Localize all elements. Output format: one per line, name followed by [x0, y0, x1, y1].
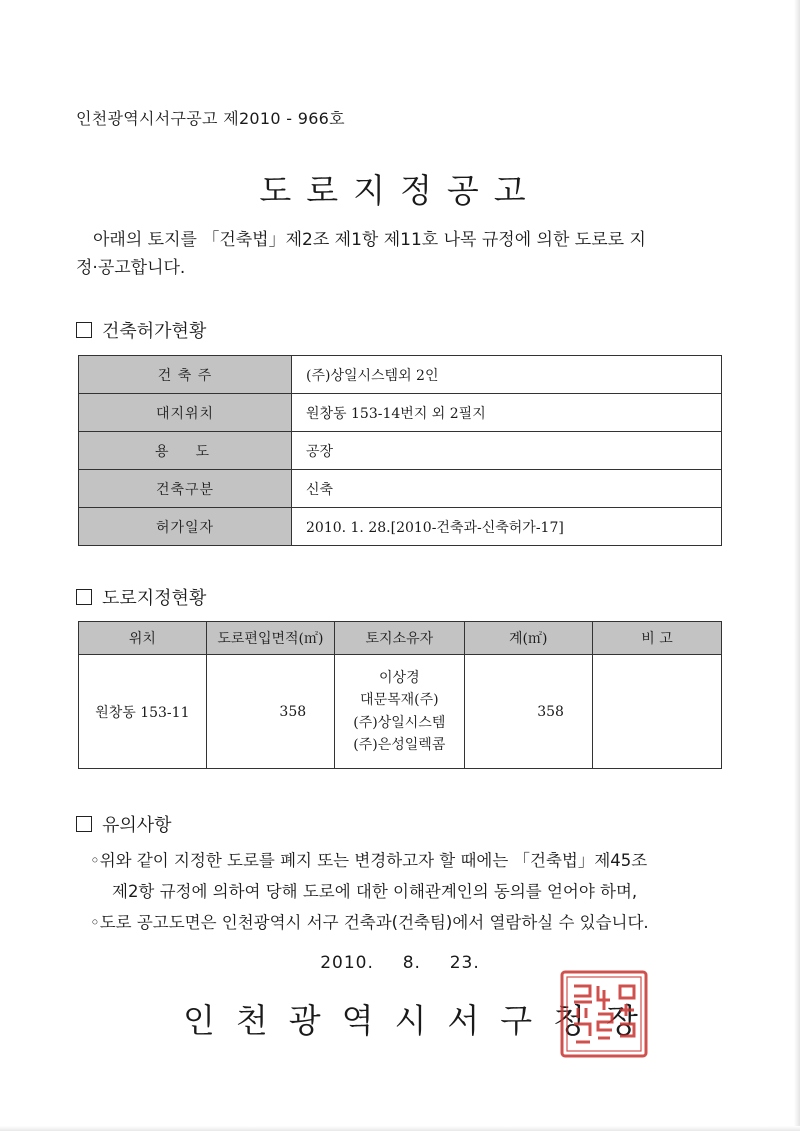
table-row	[79, 394, 722, 432]
permit-table	[78, 355, 722, 546]
issuer-name: 인천광역시서구청장	[183, 1001, 659, 1040]
table-row	[79, 432, 722, 470]
notice-date: 2010. 8. 23.	[320, 953, 480, 973]
col-header-remark: 비 고	[592, 622, 721, 655]
row-label-owner: 건 축 주	[79, 356, 292, 394]
official-seal	[558, 968, 650, 1060]
permit-section-heading	[76, 317, 206, 343]
cell-location: 원창동 153-11	[79, 655, 207, 769]
row-label-date: 허가일자	[79, 508, 292, 546]
col-header-owner: 토지소유자	[335, 622, 464, 655]
col-header-area: 도로편입면적(㎡)	[206, 622, 334, 655]
document-title: 도로지정공고	[259, 171, 541, 210]
owner-item: (주)상일시스템	[353, 714, 446, 731]
intro-line-2: 정·공고합니다.	[76, 258, 186, 278]
cell-total: 358	[464, 655, 592, 769]
checkbox-square-icon	[76, 816, 92, 832]
road-section-title: 도로지정현황	[102, 588, 207, 609]
col-header-location: 위치	[79, 622, 207, 655]
table-row	[79, 655, 722, 769]
row-value-date: 2010. 1. 28.[2010-건축과-신축허가-17]	[292, 508, 722, 546]
row-value-use: 공장	[292, 432, 722, 470]
row-label-site: 대지위치	[79, 394, 292, 432]
notes-section-heading	[76, 811, 172, 837]
note-line: ◦도로 공고도면은 인천광역시 서구 건축과(건축팀)에서 열람하실 수 있습니다.	[90, 913, 649, 932]
cell-area: 358	[206, 655, 334, 769]
intro-line-1: 아래의 토지를 「건축법」제2조 제1항 제11호 나목 규정에 의한 도로로 지	[93, 230, 646, 250]
row-value-owner: (주)상일시스템외 2인	[292, 356, 722, 394]
cell-remark	[592, 655, 721, 769]
row-value-type: 신축	[292, 470, 722, 508]
row-value-site: 원창동 153-14번지 외 2필지	[292, 394, 722, 432]
col-header-total: 계(㎡)	[464, 622, 592, 655]
permit-section-title: 건축허가현황	[102, 321, 207, 342]
owner-item: 대문목재(주)	[360, 692, 439, 708]
table-row	[79, 470, 722, 508]
notice-number: 인천광역시서구공고 제2010 - 966호	[76, 109, 345, 128]
checkbox-square-icon	[76, 589, 92, 605]
road-section-heading	[76, 584, 206, 610]
row-label-type: 건축구분	[79, 470, 292, 508]
road-table	[78, 621, 722, 769]
table-row	[79, 356, 722, 394]
notes-body	[90, 845, 730, 938]
owner-item: 이상경	[379, 669, 420, 686]
table-header-row	[79, 622, 722, 655]
row-label-use: 용 도	[79, 432, 292, 470]
scan-edge-bottom	[0, 1126, 800, 1131]
owner-item: (주)은성일렉콤	[353, 737, 446, 753]
note-line: 제2항 규정에 의하여 당해 도로에 대한 이해관계인의 동의를 얻어야 하며,	[112, 882, 638, 901]
cell-owners	[335, 655, 464, 769]
notes-section-title: 유의사항	[102, 815, 172, 836]
checkbox-square-icon	[76, 322, 92, 338]
note-line: ◦위와 같이 지정한 도로를 폐지 또는 변경하고자 할 때에는 「건축법」제45조	[90, 851, 648, 870]
table-row	[79, 508, 722, 546]
